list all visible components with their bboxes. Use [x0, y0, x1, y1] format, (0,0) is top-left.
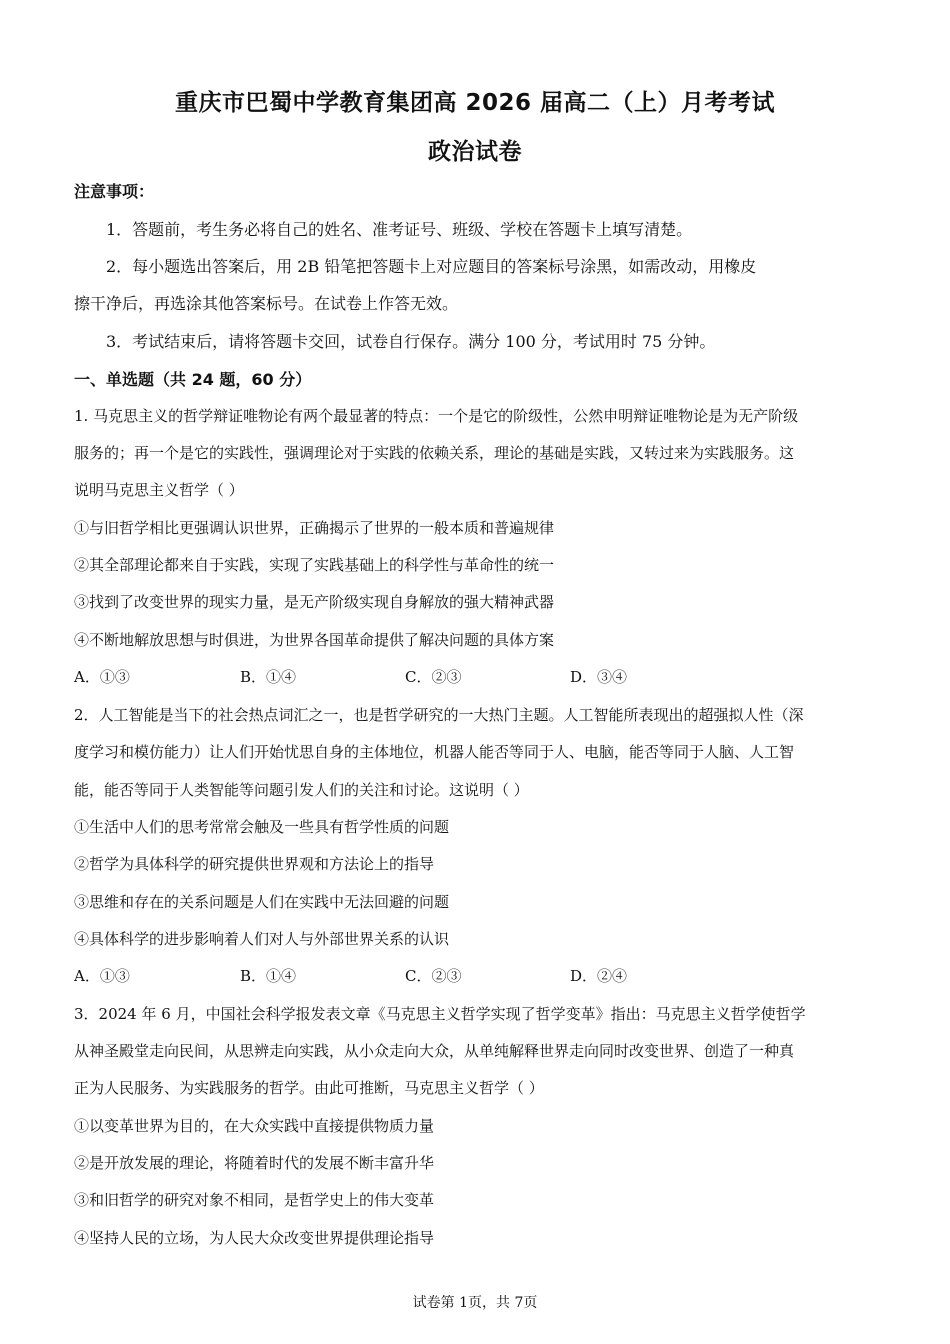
notice-item-3: 3．考试结束后，请将答题卡交回，试卷自行保存。满分 100 分，考试用时 75 分钟。	[106, 332, 716, 351]
exam-title: 重庆市巴蜀中学教育集团高 2026 届高二（上）月考考试	[174, 90, 776, 116]
question-statement: ②其全部理论都来自于实践，实现了实践基础上的科学性与革命性的统一	[74, 556, 555, 574]
question-stem-line: 服务的；再一个是它的实践性，强调理论对于实践的依赖关系，理论的基础是实践，又转过来为实践服务。这	[74, 444, 795, 462]
section-heading: 一、单选题（共 24 题，60 分）	[74, 370, 312, 389]
question-stem-line: 说明马克思主义哲学（ ）	[74, 481, 244, 499]
question-stem-line: 正为人民服务、为实践服务的哲学。由此可推断，马克思主义哲学（ ）	[74, 1079, 544, 1097]
option-a[interactable]: A．①③	[74, 967, 130, 985]
question-statement: ①以变革世界为目的，在大众实践中直接提供物质力量	[74, 1117, 435, 1135]
question-stem-line: 能，能否等同于人类智能等问题引发人们的关注和讨论。这说明（ ）	[74, 781, 529, 799]
question-stem-line: 3．2024 年 6 月，中国社会科学报发表文章《马克思主义哲学实现了哲学变革》指出：马克思主义哲学使哲学	[74, 1005, 806, 1023]
question-statement: ③找到了改变世界的现实力量，是无产阶级实现自身解放的强大精神武器	[74, 593, 555, 611]
question-stem-line: 2．人工智能是当下的社会热点词汇之一，也是哲学研究的一大热门主题。人工智能所表现出的超强拟人性（深	[74, 706, 804, 724]
question-stem-line: 1. 马克思主义的哲学辩证唯物论有两个最显著的特点：一个是它的阶级性，公然申明辩证唯物论是为无产阶级	[74, 407, 799, 425]
option-c[interactable]: C．②③	[405, 668, 462, 686]
option-a[interactable]: A．①③	[74, 668, 130, 686]
question-statement: ①与旧哲学相比更强调认识世界，正确揭示了世界的一般本质和普遍规律	[74, 519, 555, 537]
option-d[interactable]: D．②④	[570, 967, 628, 985]
exam-subject-title: 政治试卷	[428, 139, 522, 165]
question-statement: ④不断地解放思想与时俱进，为世界各国革命提供了解决问题的具体方案	[74, 631, 555, 649]
page-footer: 试卷第 1页，共 7页	[412, 1295, 538, 1311]
question-statement: ②是开放发展的理论，将随着时代的发展不断丰富升华	[74, 1154, 435, 1172]
notice-item-2: 2．每小题选出答案后，用 2B 铅笔把答题卡上对应题目的答案标号涂黑，如需改动，用橡皮	[106, 257, 757, 276]
question-statement: ③和旧哲学的研究对象不相同，是哲学史上的伟大变革	[74, 1191, 435, 1209]
option-b[interactable]: B．①④	[240, 967, 297, 985]
option-c[interactable]: C．②③	[405, 967, 462, 985]
question-statement: ④坚持人民的立场，为人民大众改变世界提供理论指导	[74, 1229, 435, 1247]
option-d[interactable]: D．③④	[570, 668, 628, 686]
question-statement: ③思维和存在的关系问题是人们在实践中无法回避的问题	[74, 893, 450, 911]
question-statement: ④具体科学的进步影响着人们对人与外部世界关系的认识	[74, 930, 450, 948]
notice-item-1: 1．答题前，考生务必将自己的姓名、准考证号、班级、学校在答题卡上填写清楚。	[106, 220, 693, 239]
question-statement: ②哲学为具体科学的研究提供世界观和方法论上的指导	[74, 855, 435, 873]
notice-heading: 注意事项：	[74, 182, 155, 201]
notice-item-2-cont: 擦干净后，再选涂其他答案标号。在试卷上作答无效。	[74, 294, 459, 313]
question-statement: ①生活中人们的思考常常会触及一些具有哲学性质的问题	[74, 818, 450, 836]
question-stem-line: 从神圣殿堂走向民间，从思辨走向实践，从小众走向大众，从单纯解释世界走向同时改变世界、创造了一种真	[74, 1042, 795, 1060]
question-stem-line: 度学习和模仿能力）让人们开始忧思自身的主体地位，机器人能否等同于人、电脑，能否等同于人脑、人工智	[74, 743, 795, 761]
option-b[interactable]: B．①④	[240, 668, 297, 686]
